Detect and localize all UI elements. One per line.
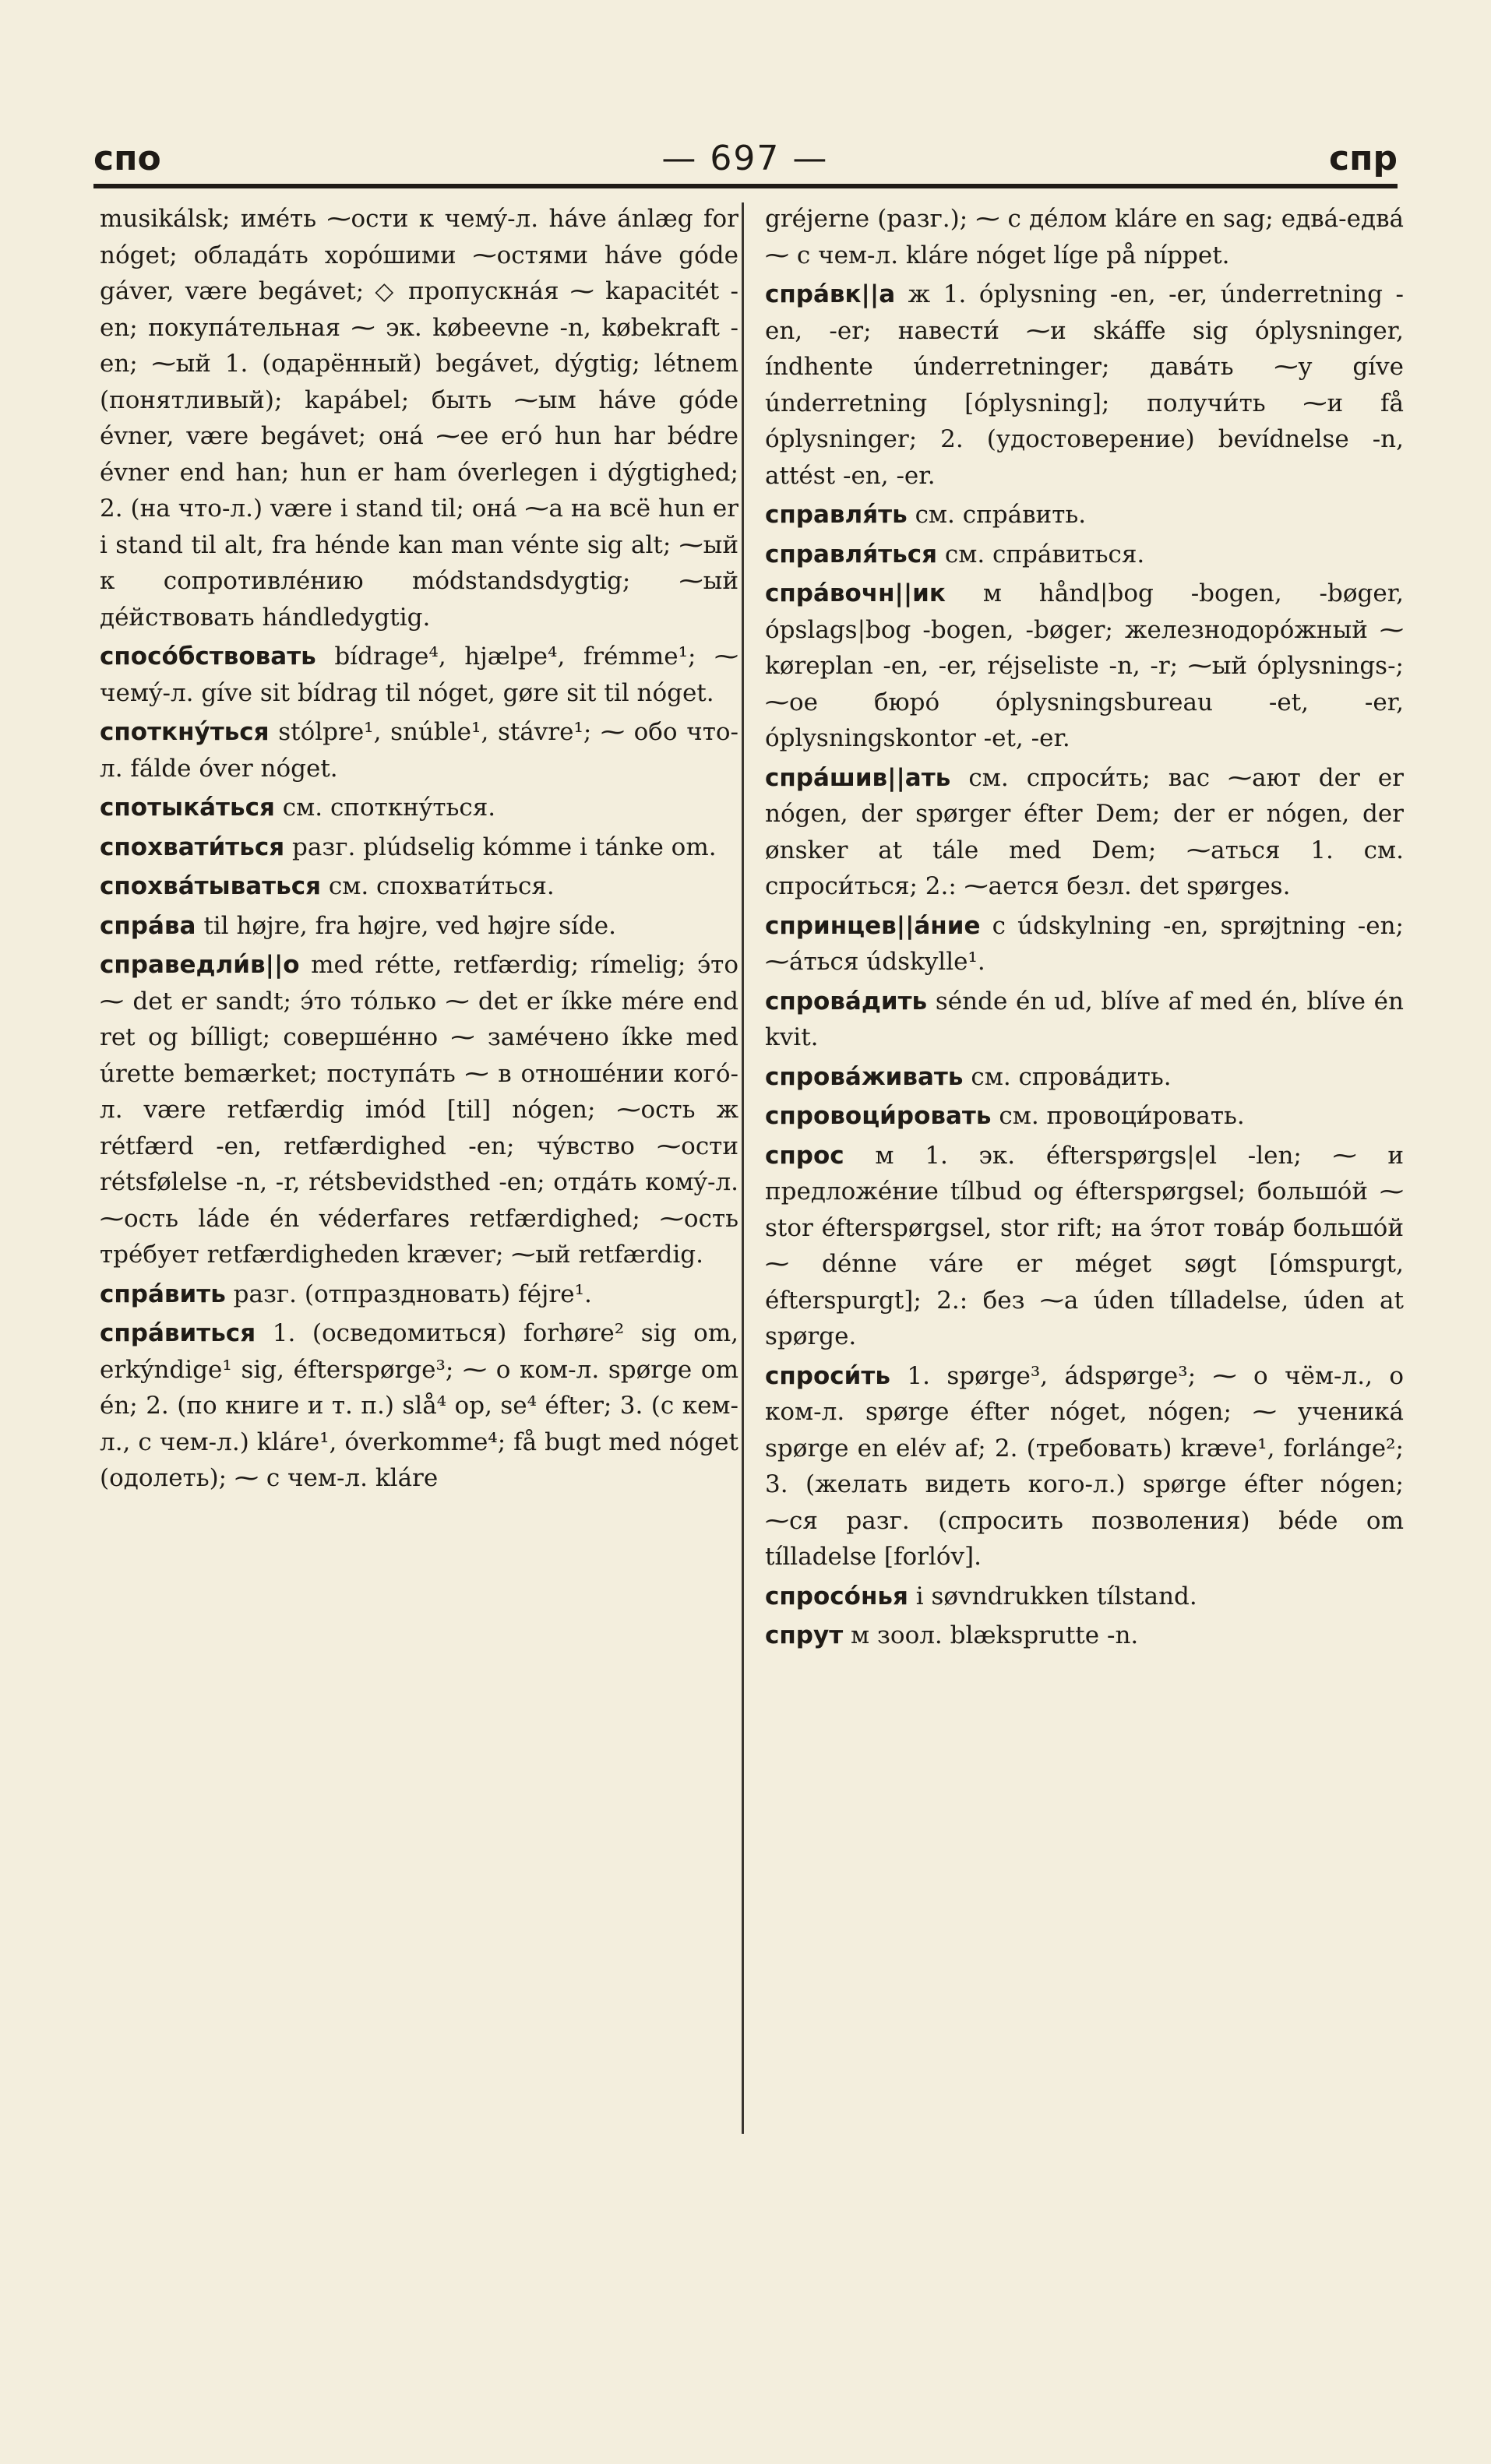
- entry-headword: спросóнья: [765, 1582, 908, 1610]
- entry-headword: спровоци́ровать: [765, 1102, 992, 1130]
- entry: [765, 760, 1404, 905]
- entry: [765, 984, 1404, 1056]
- entry: [100, 714, 738, 787]
- entry-text: разг. plúdselig kómme i tánke om.: [292, 832, 717, 861]
- entry-headword: спохвáтываться: [100, 872, 322, 900]
- entry: [100, 639, 738, 711]
- entry-text: см. провоци́ровать.: [999, 1102, 1245, 1130]
- page-header: [93, 131, 1398, 185]
- entry: [100, 201, 738, 635]
- entry-headword: спрáвиться: [100, 1319, 256, 1347]
- entry: [100, 1315, 738, 1497]
- entry-headword: спрáвить: [100, 1280, 226, 1308]
- entry-text: bídrage⁴, hjælpe⁴, frémme¹; ⁓ чемý-л. gíve sit bídrag til nóget, gøre sit til nóget.: [100, 642, 738, 707]
- entry: [100, 790, 738, 826]
- entry-headword: спотыкáться: [100, 794, 275, 822]
- entry: [765, 908, 1404, 980]
- entry-headword: спрáва: [100, 911, 196, 940]
- left-column: [100, 201, 738, 2148]
- entry: [765, 1138, 1404, 1355]
- entry-headword: спрáвочн||ик: [765, 579, 946, 607]
- entry-text: м зоол. blæksprutte -n.: [851, 1621, 1139, 1649]
- entry-text: stólpre¹, snúble¹, stávre¹; ⁓ обо что-л. fálde óver nóget.: [100, 718, 738, 783]
- entry-text: sénde én ud, blíve af med én, blíve én kvit.: [765, 987, 1404, 1051]
- entry-text: 1. spørge³, ádspørge³; ⁓ о чём-л., о ком-л. spørge éfter nóget, nógen; ⁓ ученикá spørge en elév af; 2. (требовать) kræve¹, forlánge²; 3. (желать видеть кого-л.) spørge éfter nógen; ⁓ся разг. (спросить позволения) béde om tílladelse [forlóv].: [765, 1361, 1404, 1571]
- entry-text: til højre, fra højre, ved højre síde.: [203, 911, 616, 940]
- entry-headword: спрáвк||а: [765, 280, 896, 308]
- entry: [765, 537, 1404, 573]
- entry-text: gréjerne (разг.); ⁓ с дéлом kláre en sag; едвá-едвá ⁓ с чем-л. kláre nóget líge på níppet.: [765, 205, 1404, 269]
- entry-headword: справля́ться: [765, 540, 937, 568]
- entry-text: разг. (отпраздновать) féjre¹.: [233, 1280, 592, 1308]
- entry: [100, 868, 738, 905]
- entry-headword: спровáдить: [765, 987, 928, 1016]
- entry-text: см. спрáвить.: [915, 501, 1087, 529]
- entry-headword: спровáживать: [765, 1062, 964, 1091]
- entry-text: м hånd|bog -bogen, -bøger, ópslags|bog -bogen, -bøger; железнодорóжный ⁓ køreplan -en, -er, réjseliste -n, -r; ⁓ый óplysnings-; ⁓ое бюрó óplysningsbureau -et, -er, óplysningskontor -et, -er.: [765, 579, 1404, 752]
- entry-text: с údskylning -en, sprøjtning -en; ⁓áться údskylle¹.: [765, 911, 1404, 976]
- entry-text: см. споткнýться.: [282, 794, 496, 822]
- header-rule: [93, 184, 1398, 188]
- entry: [765, 1059, 1404, 1096]
- entry-text: см. спровáдить.: [971, 1062, 1172, 1091]
- entry-text: см. спрáвиться.: [944, 540, 1145, 568]
- entry-text: 1. (осведомиться) forhøre² sig om, erkýndige¹ sig, éfterspørge³; ⁓ о ком-л. spørge om én; 2. (по книге и т. п.) slå⁴ op, se⁴ éfter; 3. (с кем-л., с чем-л.) kláre¹, óverkomme⁴; få bugt med nóget (одолеть); ⁓ с чем-л. kláre: [100, 1319, 738, 1492]
- entry-headword: справля́ть: [765, 501, 908, 529]
- entry: [765, 1358, 1404, 1575]
- entry: [765, 1098, 1404, 1135]
- column-divider: [742, 202, 744, 2134]
- entry: [765, 576, 1404, 757]
- entry: [765, 201, 1404, 273]
- entry-headword: спосóбствовать: [100, 642, 316, 671]
- entry-text: см. спохвати́ться.: [328, 872, 555, 900]
- entry-headword: спохвати́ться: [100, 832, 285, 861]
- entry-text: м 1. эк. éfterspørgs|el -len; ⁓ и предложéние tílbud og éfterspørgsel; большóй ⁓ stor éfterspørgsel, stor rift; на э́тот товáр большóй ⁓ dénne váre er méget søgt [ómspurgt, éfterspurgt]; 2.: без ⁓а úden tílladelse, úden at spørge.: [765, 1141, 1404, 1350]
- entry-text: musikálsk; имéть ⁓ости к чемý-л. háve ánlæg for nóget; обладáть хорóшими ⁓остями háve góde gáver, være begávet; ◇ пропускнáя ⁓ kapacitét -en; покупáтельная ⁓ эк. købeevne -n, købekraft -en; ⁓ый 1. (одарённый) begávet, dýgtig; létnem (понятливый); kapábel; быть ⁓ым háve góde évner, være begávet; онá ⁓ее его́ hun har bédre évner end han; hun er ham óverlegen i dýgtighed; 2. (на что-л.) være i stand til; онá ⁓а на всё hun er i stand til alt, fra hénde kan man vénte sig alt; ⁓ый к сопротивлéнию módstandsdygtig; ⁓ый дéйствовать hándledygtig.: [100, 205, 738, 632]
- entry-headword: справедли́в||о: [100, 951, 300, 979]
- page-number: — 697 —: [661, 138, 829, 178]
- entry-headword: спроси́ть: [765, 1361, 890, 1390]
- entry-headword: спрут: [765, 1621, 844, 1649]
- right-column: [765, 201, 1404, 2148]
- header-right-guideword: спр: [1329, 138, 1398, 178]
- entry: [765, 497, 1404, 533]
- entry: [100, 829, 738, 866]
- entry: [100, 1276, 738, 1313]
- entry-headword: спрáшив||ать: [765, 763, 951, 792]
- entry: [765, 1579, 1404, 1615]
- entry: [765, 1617, 1404, 1654]
- header-left-guideword: спо: [93, 138, 161, 178]
- entry: [100, 947, 738, 1273]
- entry-text: см. спроси́ть; вас ⁓ают der er nógen, der spørger éfter Dem; der er nógen, der ønsker at tále med Dem; ⁓аться 1. см. спроси́ться; 2.: ⁓ается безл. det spørges.: [765, 763, 1404, 900]
- entry-text: med rétte, retfærdig; rímelig; э́то ⁓ det er sandt; э́то тóлько ⁓ det er íkke mére end ret og bílligt; совершéнно ⁓ замéчено íkke med úrette bemærket; поступáть ⁓ в отношéнии когó-л. være retfærdig imód [til] nógen; ⁓ость ж rétfærd -en, retfærdighed -en; чýвство ⁓ости rétsfølelse -n, -r, rétsbevidsthed -en; отдáть комý-л. ⁓ость láde én véderfares retfærdighed; ⁓ость трéбует retfærdigheden kræver; ⁓ый retfærdig.: [100, 951, 738, 1269]
- entry-headword: спрос: [765, 1141, 844, 1170]
- entry-headword: споткнýться: [100, 718, 270, 746]
- entry-text: i søvndrukken tílstand.: [915, 1582, 1197, 1610]
- entry: [100, 908, 738, 945]
- entry-headword: спринцев||áние: [765, 911, 981, 940]
- entry: [765, 276, 1404, 494]
- entry-text: ж 1. óplysning -en, -er, únderretning -en, -er; навести́ ⁓и skáffe sig óplysninger, índhente únderretninger; давáть ⁓у gíve únderretning [óplysning]; получи́ть ⁓и få óplysninger; 2. (удостоверение) bevídnelse -n, attést -en, -er.: [765, 280, 1404, 490]
